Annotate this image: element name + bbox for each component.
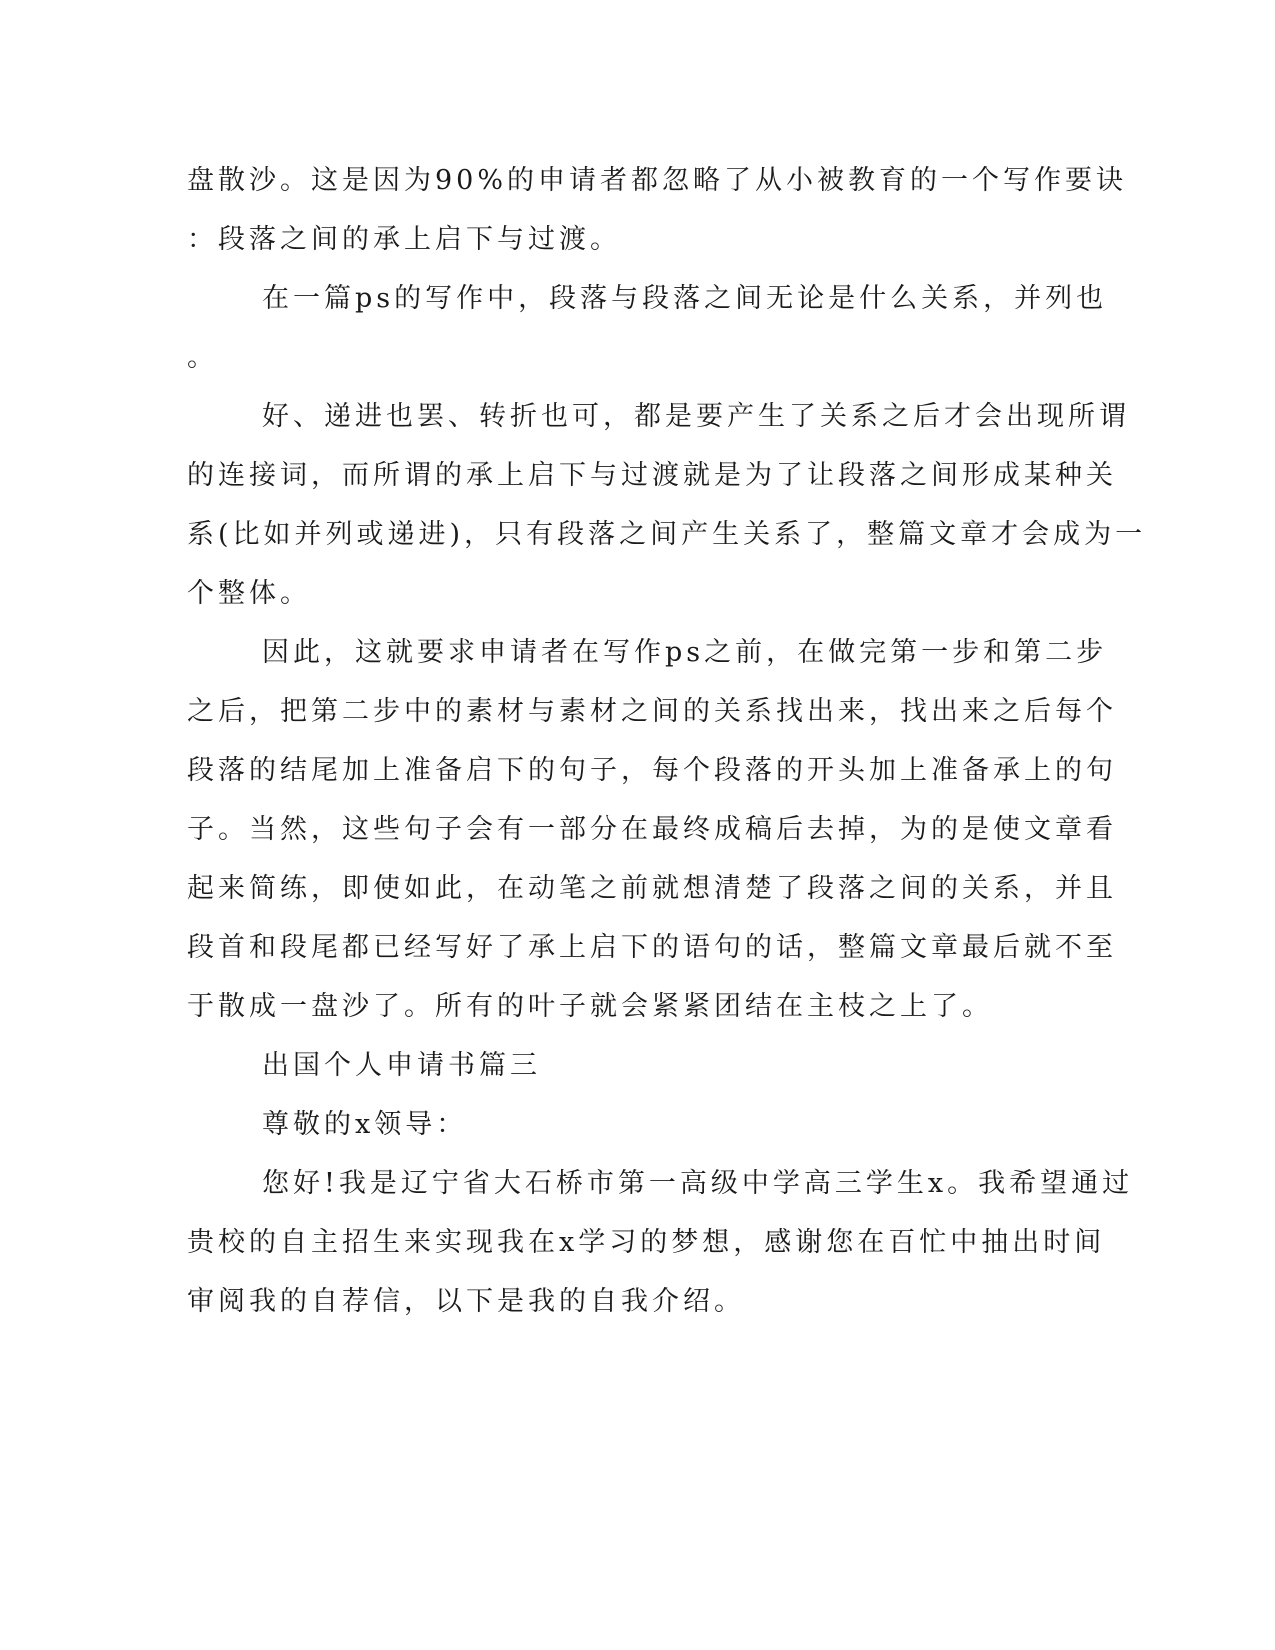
text-line: 系(比如并列或递进)，只有段落之间产生关系了，整篇文章才会成为一 (187, 519, 1147, 550)
text-line: 于散成一盘沙了。所有的叶子就会紧紧团结在主枝之上了。 (187, 991, 993, 1022)
text-line: 之后，把第二步中的素材与素材之间的关系找出来，找出来之后每个 (187, 696, 1117, 727)
text-line: 起来简练，即使如此，在动笔之前就想清楚了段落之间的关系，并且 (187, 873, 1117, 904)
paragraph-start-line: 您好!我是辽宁省大石桥市第一高级中学高三学生x。我希望通过 (262, 1168, 1134, 1199)
salutation: 尊敬的x领导： (262, 1109, 468, 1140)
paragraph-start-line: 因此，这就要求申请者在写作ps之前，在做完第一步和第二步 (262, 637, 1108, 668)
text-line: 的连接词，而所谓的承上启下与过渡就是为了让段落之间形成某种关 (187, 460, 1117, 491)
text-line: 子。当然，这些句子会有一部分在最终成稿后去掉，为的是使文章看 (187, 814, 1117, 845)
text-line: ：段落之间的承上启下与过渡。 (187, 224, 621, 255)
text-line: 贵校的自主招生来实现我在x学习的梦想，感谢您在百忙中抽出时间 (187, 1227, 1106, 1258)
paragraph-start-line: 好、递进也罢、转折也可，都是要产生了关系之后才会出现所谓 (262, 401, 1130, 432)
text-line: 盘散沙。这是因为90%的申请者都忽略了从小被教育的一个写作要诀 (187, 165, 1128, 196)
text-line: 个整体。 (187, 578, 311, 609)
text-line: 审阅我的自荐信，以下是我的自我介绍。 (187, 1286, 745, 1317)
text-line: 段落的结尾加上准备启下的句子，每个段落的开头加上准备承上的句 (187, 755, 1117, 786)
text-line: 。 (187, 342, 218, 373)
paragraph-start-line: 在一篇ps的写作中，段落与段落之间无论是什么关系，并列也 (262, 283, 1108, 314)
text-line: 段首和段尾都已经写好了承上启下的语句的话，整篇文章最后就不至 (187, 932, 1117, 963)
section-heading: 出国个人申请书篇三 (262, 1050, 541, 1081)
